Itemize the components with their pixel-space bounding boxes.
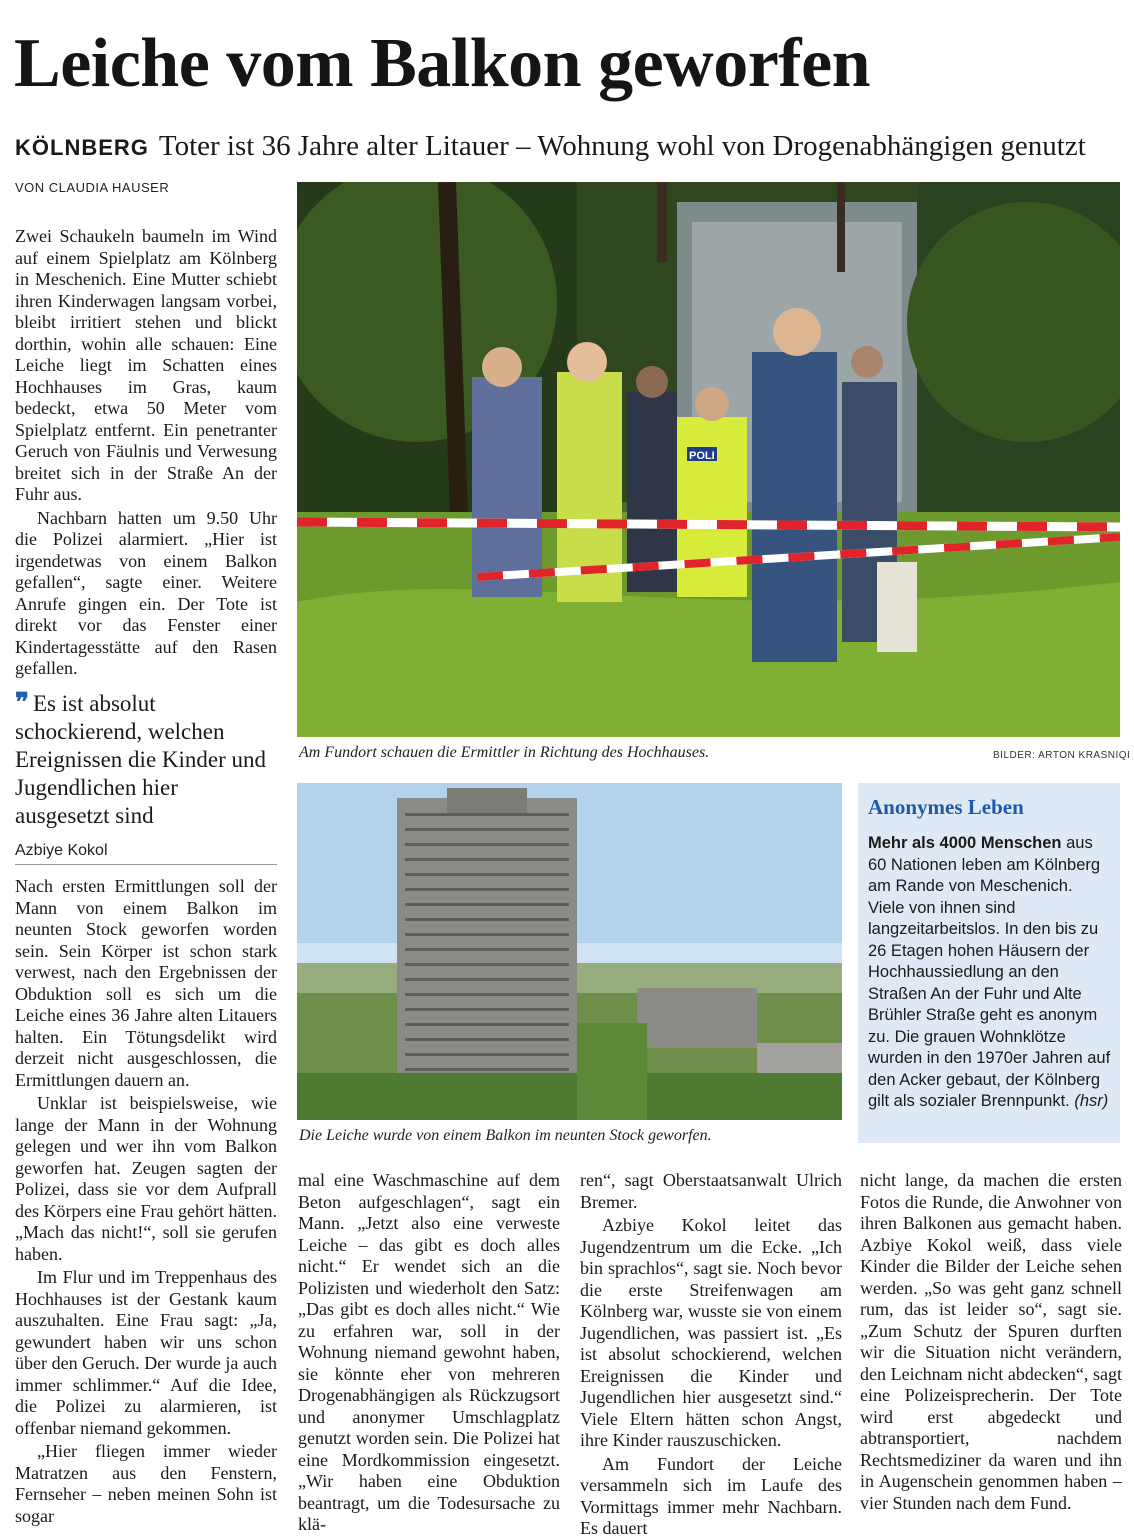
paragraph: Unklar ist beispielsweise, wie lange der Mann in der Wohnung gelegen und wer ihn vom Balkon geworfen hat. Zeugen sagten der Polizei, dass sie vor dem Aufprall des Körpers eine Frau gehört hätten. „Mach das nicht!“, soll sie gerufen haben. bbox=[15, 1093, 277, 1264]
article-column-3 bbox=[580, 1170, 842, 1540]
infobox-title: Anonymes Leben bbox=[868, 795, 1024, 819]
article-column-4 bbox=[860, 1170, 1122, 1514]
photo1-caption: Am Fundort schauen die Ermittler in Richtung des Hochhauses. bbox=[299, 744, 710, 761]
photo-credit: BILDER: ARTON KRASNIQI bbox=[993, 750, 1131, 761]
infobox-signature: (hsr) bbox=[1069, 1092, 1109, 1110]
photo2-caption: Die Leiche wurde von einem Balkon im neunten Stock geworfen. bbox=[299, 1127, 712, 1144]
paragraph: Im Flur und im Treppenhaus des Hochhauses ist der Gestank kaum auszuhalten. Eine Frau sagt: „Ja, gewundert haben wir uns schon über den Geruch. Der wurde ja auch immer schlimmer.“ Auf die Idee, die Polizei zu alarmieren, ist offenbar niemand gekommen. bbox=[15, 1267, 277, 1438]
photo-highrise bbox=[297, 783, 842, 1120]
paragraph: ren“, sagt Oberstaatsanwalt Ulrich Bremer. bbox=[580, 1170, 842, 1212]
photo-highrise-image bbox=[297, 783, 842, 1120]
kicker: KÖLNBERG bbox=[15, 135, 149, 160]
quote-text: Es ist absolut schockierend, welchen Ereignissen die Kinder und Jugendlichen hier ausgesetzt sind bbox=[15, 691, 267, 828]
pull-quote bbox=[15, 688, 277, 860]
photo-investigators-image bbox=[297, 182, 1120, 737]
article-column-1-bottom bbox=[15, 876, 277, 1527]
paragraph: mal eine Waschmaschine auf dem Beton aufgeschlagen“, sagt ein Mann. „Jetzt also eine verweste Leiche – das gibt es doch alles nicht.“ Er wendet sich an die Polizisten und wiederholt den Satz: „Das gibt es doch alles nicht.“ Wie zu erfahren war, soll in der Wohnung niemand gewohnt haben, sie könnte eher von mehreren Drogenabhängigen als Rückzugsort und anonymer Umschlagplatz genutzt worden sein. Die Polizei hat eine Mordkommission eingesetzt. „Wir haben eine Obduktion beantragt, um die Todesursache zu klä- bbox=[298, 1170, 560, 1534]
paragraph: Nach ersten Ermittlungen soll der Mann von einem Balkon im neunten Stock geworfen worden sein. Sein Körper ist schon stark verwest, nach den Ergebnissen der Obduktion soll es sich um die Leiche eines 36 Jahre alten Litauers halten. Ein Tötungsdelikt wird derzeit nicht ausgeschlossen, die Ermittlungen dauern an. bbox=[15, 876, 277, 1090]
subheadline bbox=[15, 128, 1115, 166]
quote-mark-icon: ❞ bbox=[15, 687, 29, 717]
infobox-anonymous-life bbox=[858, 783, 1120, 1143]
paragraph: nicht lange, da machen die ersten Fotos die Runde, die Anwohner von ihren Balkonen aus gemacht haben. Azbiye Kokol weiß, dass viele Kinder die Bilder der Leiche sehen werden. „So was geht ganz schnell rum, das ist leider so“, sagt sie. „Zum Schutz der Spuren durften wir die Situation nicht verändern, den Leichnam nicht abdecken“, sagt eine Polizeisprecherin. Der Tote wird erst abgedeckt und abtransportiert, nachdem Rechtsmediziner da waren und ihn in Augenschein genommen haben – vier Stunden nach dem Fund. bbox=[860, 1170, 1122, 1513]
quote-author: Azbiye Kokol bbox=[15, 842, 108, 859]
photo-investigators bbox=[297, 182, 1120, 737]
article-column-1-top bbox=[15, 226, 277, 680]
paragraph: Am Fundort der Leiche versammeln sich im Laufe des Vormittags immer mehr Nachbarn. Es dauert bbox=[580, 1453, 842, 1538]
byline: VON CLAUDIA HAUSER bbox=[15, 180, 170, 195]
paragraph: „Hier fliegen immer wieder Matratzen aus den Fenstern, Fernseher – neben meinen Sohn ist sogar bbox=[15, 1441, 277, 1526]
subtitle: Toter ist 36 Jahre alter Litauer – Wohnung wohl von Drogenabhängigen genutzt bbox=[158, 130, 1086, 162]
infobox-lead: Mehr als 4000 Menschen bbox=[868, 834, 1062, 852]
paragraph: Zwei Schaukeln baumeln im Wind auf einem Spielplatz am Kölnberg in Meschenich. Eine Mutter schiebt ihren Kinderwagen langsam vorbei, bleibt irritiert stehen und blickt dorthin, wohin alle schauen: Eine Leiche liegt im Schatten eines Hochhauses im Gras, kaum bedeckt, etwa 50 Meter vom Spielplatz entfernt. Ein penetranter Geruch von Fäulnis und Verwesung breitet sich in der Straße An der Fuhr aus. bbox=[15, 226, 277, 504]
infobox-body bbox=[868, 833, 1112, 1113]
headline: Leiche vom Balkon geworfen bbox=[14, 25, 871, 102]
paragraph: Azbiye Kokol leitet das Jugendzentrum um die Ecke. „Ich bin sprachlos“, sagt sie. Noch bevor die erste Streifenwagen am Kölnberg war, wusste sie von einem Jugendlichen, was passiert ist. „Es ist absolut schockierend, welchen Ereignissen die Kinder und Jugendlichen hier ausgesetzt sind.“ Viele Eltern hätten schon Angst, ihre Kinder rauszuschicken. bbox=[580, 1215, 842, 1450]
quote-divider bbox=[15, 864, 277, 865]
vest-text: POLI bbox=[689, 450, 715, 462]
article-column-2 bbox=[298, 1170, 560, 1536]
paragraph: Nachbarn hatten um 9.50 Uhr die Polizei alarmiert. „Hier ist irgendetwas von einem Balkon gefallen“, sagte einer. Weitere Anrufe gingen ein. Der Tote ist direkt vor das Fenster einer Kindertagesstätte auf den Rasen gefallen. bbox=[15, 507, 277, 678]
infobox-text: aus 60 Nationen leben am Kölnberg am Rande von Meschenich. Viele von ihnen sind langzeitarbeitslos. In den bis zu 26 Etagen hohen Häusern der Hochhaussiedlung an den Straßen An der Fuhr und Alte Brühler Straße geht es anonym zu. Die grauen Wohnklötze wurden in den 1970er Jahren auf den Acker gebaut, der Kölnberg gilt als sozialer Brennpunkt. bbox=[868, 834, 1111, 1110]
